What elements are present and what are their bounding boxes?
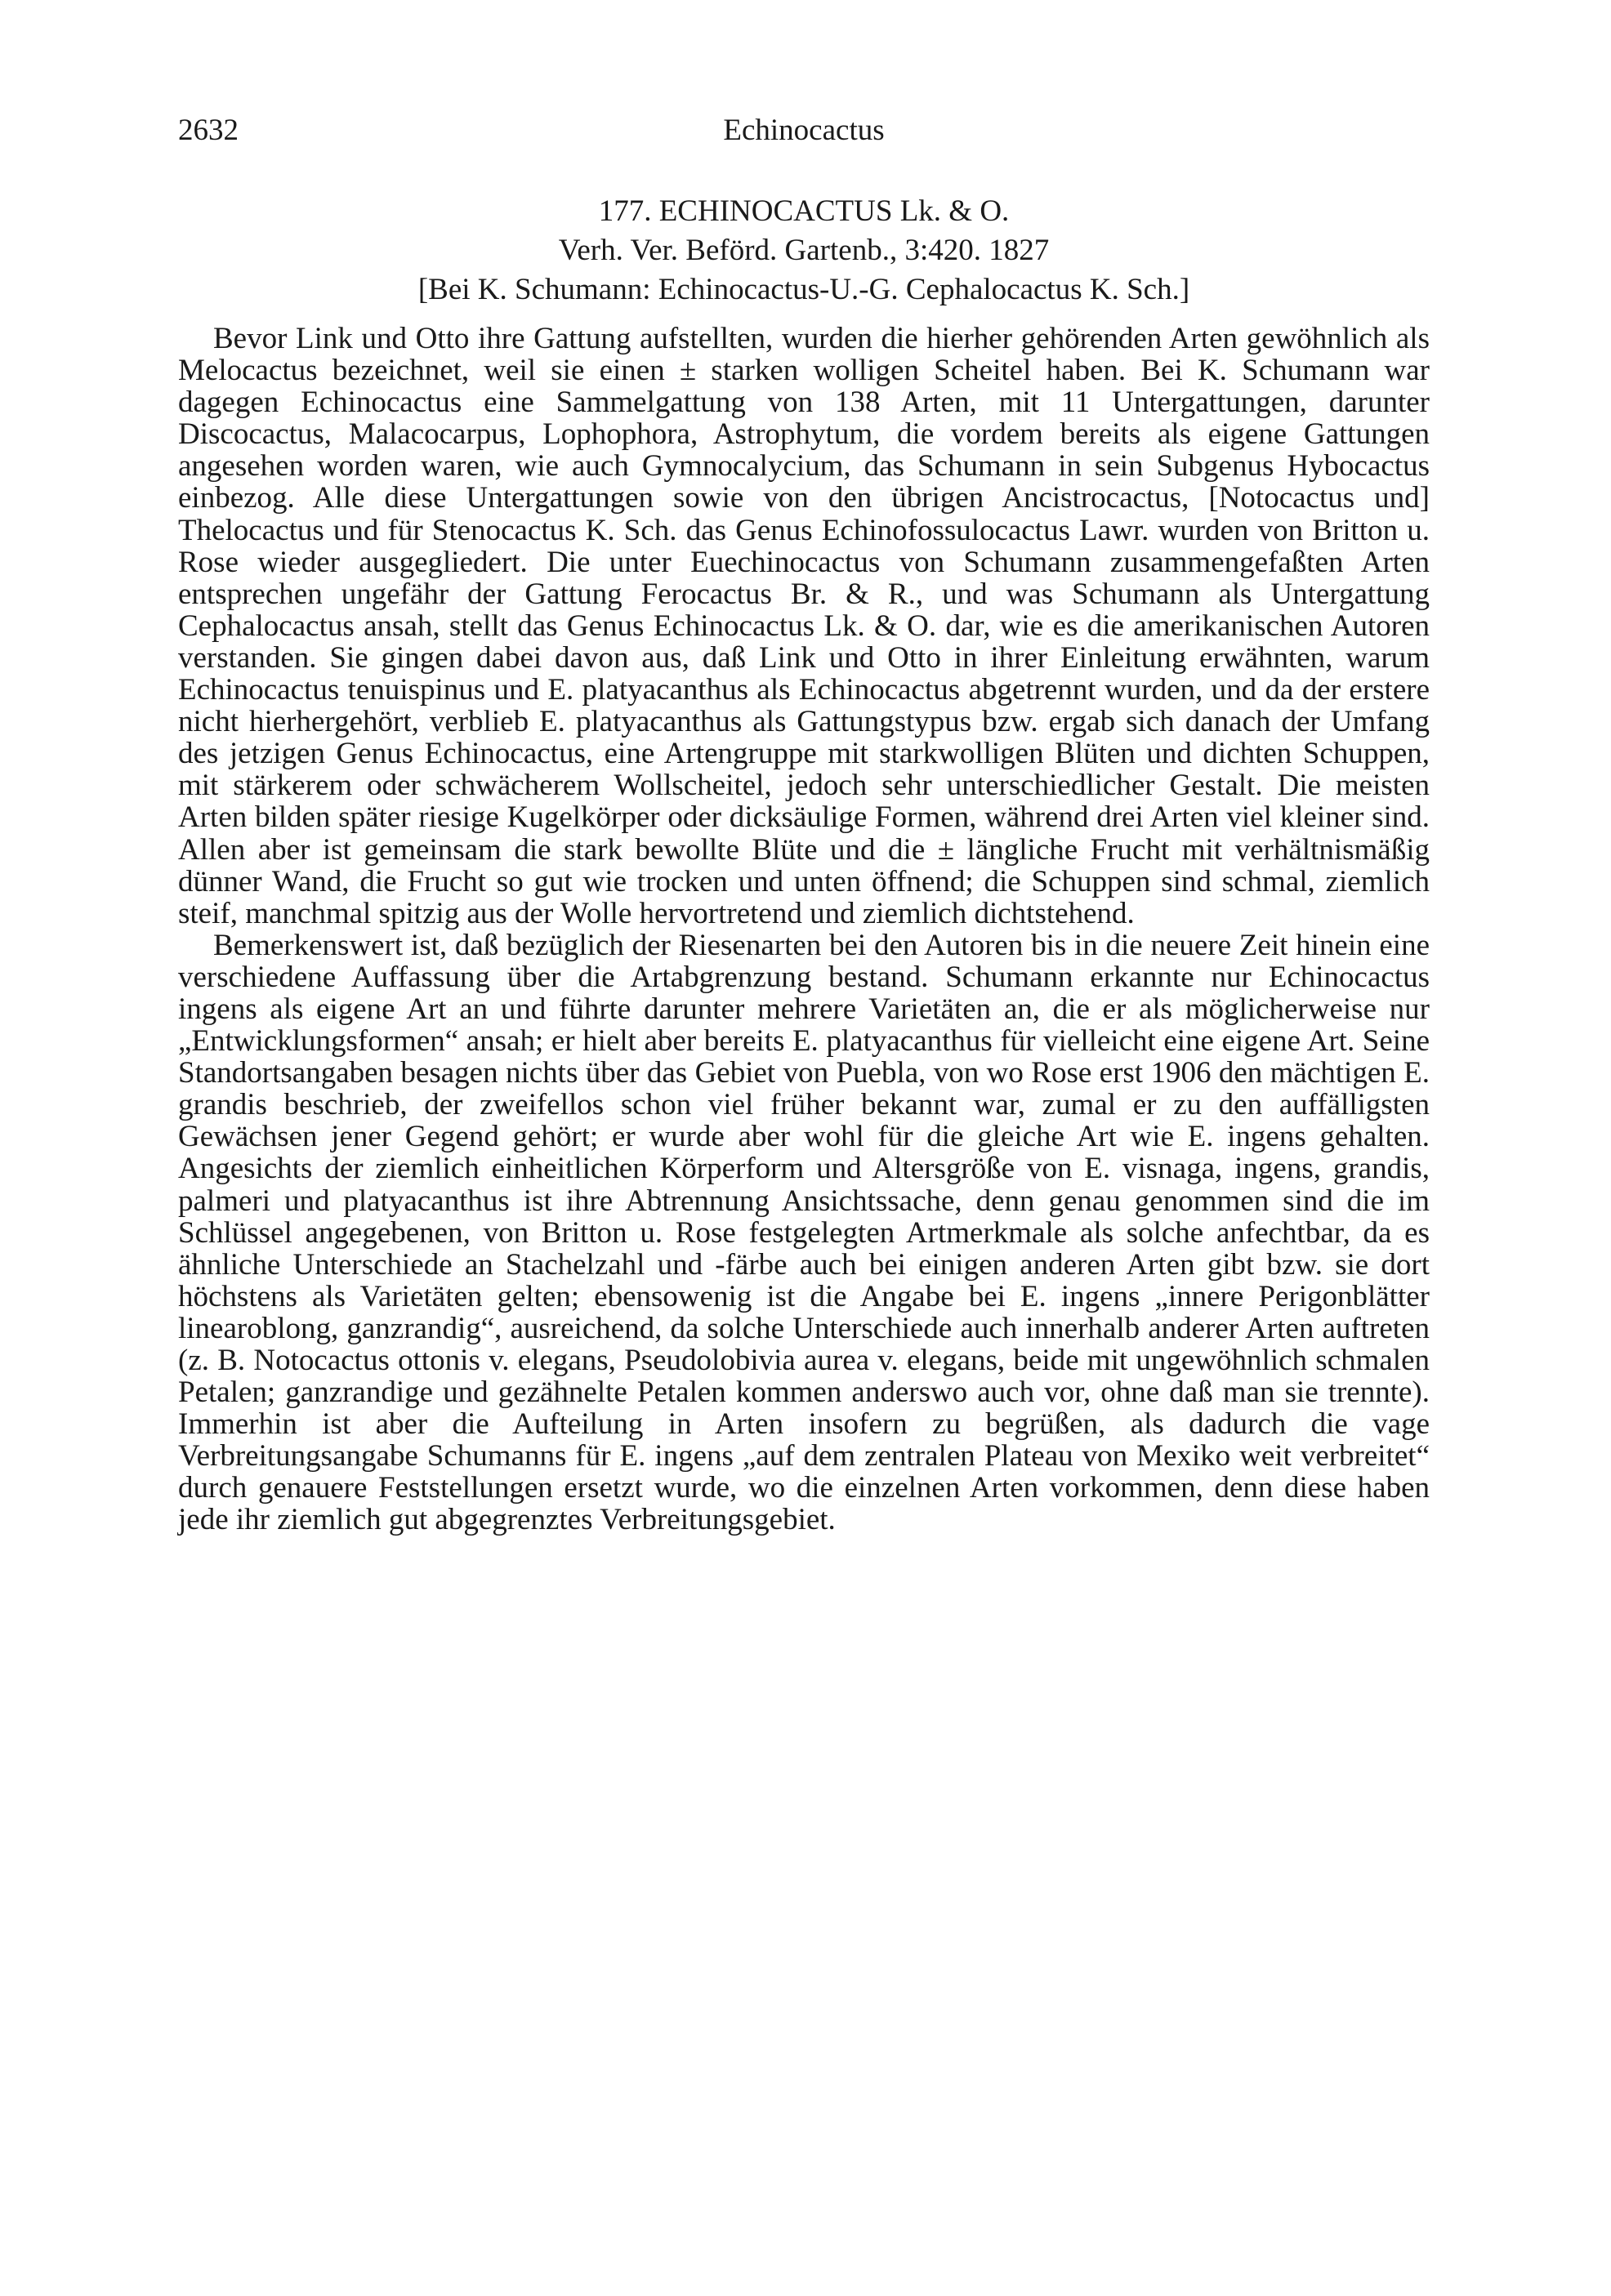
body-text <box>178 323 1430 1536</box>
page-header <box>178 113 1430 162</box>
genus-citation: Verh. Ver. Beförd. Gartenb., 3:420. 1827 <box>558 234 1050 267</box>
running-head: Echinocactus <box>723 114 885 147</box>
genus-synonymy: [Bei K. Schumann: Echinocactus-U.-G. Cephalocactus K. Sch.] <box>417 273 1190 306</box>
genus-heading: 177. ECHINOCACTUS Lk. & O. <box>598 194 1010 228</box>
genus-title-block <box>178 192 1430 310</box>
paragraph-1: Bevor Link und Otto ihre Gattung aufstellten, wurden die hierher gehörenden Arten gewöhnlich als Melocactus bezeichnet, weil sie einen ± starken wolligen Scheitel haben. Bei K. Schumann war dagegen Echinocactus eine Sammelgattung von 138 Arten, mit 11 Untergattungen, darunter Discocactus, Malacocarpus, Lophophora, Astrophytum, die vordem bereits als eigene Gattungen angesehen worden waren, wie auch Gymnocalycium, das Schumann in sein Subgenus Hybocactus einbezog. Alle diese Untergattungen sowie von den übrigen Ancistrocactus, [Notocactus und] Thelocactus und für Stenocactus K. Sch. das Genus Echinofossulocactus Lawr. wurden von Britton u. Rose wieder ausgegliedert. Die unter Euechinocactus von Schumann zusammengefaßten Arten entsprechen ungefähr der Gattung Ferocactus Br. & R., und was Schumann als Untergattung Cephalocactus ansah, stellt das Genus Echinocactus Lk. & O. dar, wie es die amerikanischen Autoren verstanden. Sie gingen dabei davon aus, daß Link und Otto in ihrer Einleitung erwähnten, warum Echinocactus tenuispinus und E. platyacanthus als Echinocactus abgetrennt wurden, und da der erstere nicht hierhergehört, verblieb E. platyacanthus als Gattungstypus bzw. ergab sich danach der Umfang des jetzigen Genus Echinocactus, eine Artengruppe mit starkwolligen Blüten und dichten Schuppen, mit stärkerem oder schwächerem Wollscheitel, jedoch sehr unterschiedlicher Gestalt. Die meisten Arten bilden später riesige Kugelkörper oder dicksäulige Formen, während drei Arten viel kleiner sind. Allen aber ist gemeinsam die stark bewollte Blüte und die ± längliche Frucht mit verhältnismäßig dünner Wand, die Frucht so gut wie trocken und unten öffnend; die Schuppen sind schmal, ziemlich steif, manchmal spitzig aus der Wolle hervortretend und ziemlich dichtstehend. <box>178 322 1430 930</box>
paragraph-2: Bemerkenswert ist, daß bezüglich der Riesenarten bei den Autoren bis in die neuere Zeit hinein eine verschiedene Auffassung über die Artabgrenzung bestand. Schumann erkannte nur Echinocactus ingens als eigene Art an und führte darunter mehrere Varietäten an, die er als möglicherweise nur „Entwicklungsformen“ ansah; er hielt aber bereits E. platyacanthus für vielleicht eine eigene Art. Seine Standortsangaben besagen nichts über das Gebiet von Puebla, von wo Rose erst 1906 den mächtigen E. grandis beschrieb, der zweifellos schon viel früher bekannt war, zumal er zu den auffälligsten Gewächsen jener Gegend gehört; er wurde aber wohl für die gleiche Art wie E. ingens gehalten. Angesichts der ziemlich einheitlichen Körperform und Altersgröße von E. visnaga, ingens, grandis, palmeri und platyacanthus ist ihre Abtrennung Ansichtssache, denn genau genommen sind die im Schlüssel angegebenen, von Britton u. Rose festgelegten Artmerkmale als solche anfechtbar, da es ähnliche Unterschiede an Stachelzahl und -färbe auch bei einigen anderen Arten gibt bzw. sie dort höchstens als Varietäten gelten; ebensowenig ist die Angabe bei E. ingens „innere Perigonblätter linearoblong, ganzrandig“, ausreichend, da solche Unterschiede auch innerhalb anderer Arten auftreten (z. B. Notocactus ottonis v. elegans, Pseudolobivia aurea v. elegans, beide mit ungewöhnlich schmalen Petalen; ganzrandige und gezähnelte Petalen kommen anderswo auch vor, ohne daß man sie trennte). Immerhin ist aber die Aufteilung in Arten insofern zu begrüßen, als dadurch die vage Verbreitungsangabe Schumanns für E. ingens „auf dem zentralen Plateau von Mexiko weit verbreitet“ durch genauere Feststellungen ersetzt wurde, wo die einzelnen Arten vorkommen, denn diese haben jede ihr ziemlich gut abgegrenztes Verbreitungsgebiet. <box>178 928 1430 1537</box>
page-number: 2632 <box>178 114 239 147</box>
